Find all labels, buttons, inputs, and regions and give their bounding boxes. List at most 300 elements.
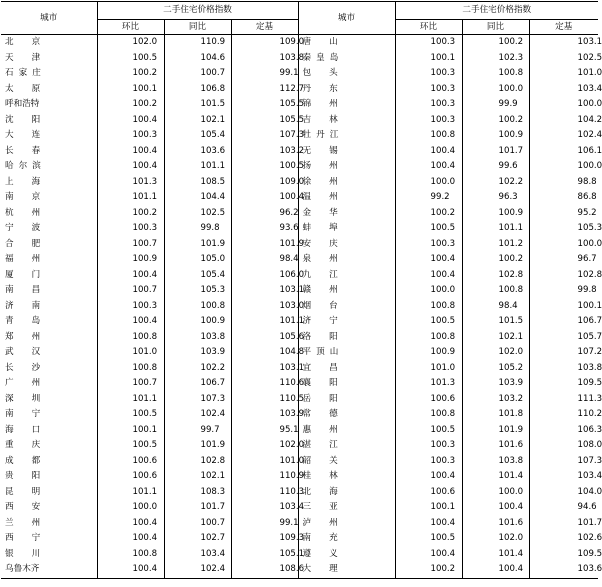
right-base-value: 100.0 bbox=[577, 99, 602, 110]
right-city-name: 无锡 bbox=[302, 145, 356, 156]
table-header bbox=[1, 2, 598, 35]
right-base-value: 102.8 bbox=[577, 269, 602, 280]
left-base-value: 103.2 bbox=[231, 144, 298, 160]
left-city-cell bbox=[1, 66, 97, 82]
left-city-cell bbox=[1, 237, 97, 253]
left-mom-value: 100.7 bbox=[97, 376, 164, 392]
left-city-cell bbox=[1, 51, 97, 67]
right-city-name: 北海 bbox=[302, 486, 356, 497]
left-yoy-value: 102.7 bbox=[164, 531, 231, 547]
left-mom-value: 100.4 bbox=[97, 113, 164, 129]
left-city-cell bbox=[1, 144, 97, 160]
right-base-value: 102.4 bbox=[577, 130, 602, 141]
right-yoy-value: 103.2 bbox=[462, 392, 529, 408]
header-yoy-right: 同比 bbox=[462, 20, 529, 35]
left-mom-value: 100.6 bbox=[97, 454, 164, 470]
left-mom-value: 101.0 bbox=[97, 345, 164, 361]
left-yoy-value: 103.6 bbox=[164, 144, 231, 160]
left-city-name: 石家庄 bbox=[5, 68, 46, 79]
right-base-value: 110.2 bbox=[577, 409, 602, 420]
right-yoy-value: 101.2 bbox=[462, 237, 529, 253]
right-city-name: 丹东 bbox=[302, 83, 356, 94]
left-mom-value: 101.1 bbox=[97, 392, 164, 408]
right-yoy-value: 100.9 bbox=[462, 128, 529, 144]
right-city-cell bbox=[298, 314, 395, 330]
left-city-name: 南宁 bbox=[5, 409, 59, 420]
left-yoy-value: 103.8 bbox=[164, 330, 231, 346]
table-row bbox=[1, 531, 598, 547]
left-city-name: 郑州 bbox=[5, 331, 59, 342]
right-base-value: 100.0 bbox=[577, 161, 602, 172]
right-city-name: 济宁 bbox=[302, 316, 356, 327]
left-mom-value: 100.4 bbox=[97, 144, 164, 160]
header-mom-right: 环比 bbox=[395, 20, 462, 35]
left-yoy-value: 106.8 bbox=[164, 82, 231, 98]
left-city-name: 大连 bbox=[5, 130, 59, 141]
table-row bbox=[1, 361, 598, 377]
left-yoy-value: 102.1 bbox=[164, 113, 231, 129]
right-mom-value: 100.4 bbox=[395, 159, 462, 175]
right-city-name: 平顶山 bbox=[302, 347, 344, 358]
header-city-left: 城市 bbox=[1, 2, 97, 35]
left-city-cell bbox=[1, 268, 97, 284]
right-yoy-value: 101.6 bbox=[462, 438, 529, 454]
right-mom-value: 100.1 bbox=[395, 500, 462, 516]
left-mom-value: 100.7 bbox=[97, 283, 164, 299]
right-city-cell bbox=[298, 237, 395, 253]
left-city-name: 济南 bbox=[5, 300, 59, 311]
left-base-value: 96.2 bbox=[231, 206, 298, 222]
left-yoy-value: 110.9 bbox=[164, 35, 231, 51]
right-yoy-value: 101.9 bbox=[462, 423, 529, 439]
left-yoy-value: 108.5 bbox=[164, 175, 231, 191]
right-yoy-value: 101.4 bbox=[462, 547, 529, 563]
left-city-name: 贵阳 bbox=[5, 471, 59, 482]
right-yoy-value: 101.6 bbox=[462, 516, 529, 532]
table-row bbox=[1, 438, 598, 454]
right-yoy-value: 100.4 bbox=[462, 500, 529, 516]
left-city-name: 银川 bbox=[5, 548, 59, 559]
right-base-value: 98.8 bbox=[577, 176, 597, 187]
right-city-cell bbox=[298, 485, 395, 501]
left-city-name: 厦门 bbox=[5, 269, 59, 280]
right-city-cell bbox=[298, 469, 395, 485]
left-city-name: 长春 bbox=[5, 145, 59, 156]
right-base-value: 103.4 bbox=[577, 471, 602, 482]
header-mom-left: 环比 bbox=[97, 20, 164, 35]
right-city-name: 常德 bbox=[302, 409, 356, 420]
left-base-value: 103.4 bbox=[231, 500, 298, 516]
right-yoy-value: 96.3 bbox=[462, 190, 529, 206]
left-base-value: 110.9 bbox=[231, 469, 298, 485]
right-base-value: 100.1 bbox=[577, 300, 602, 311]
left-city-cell bbox=[1, 97, 97, 113]
left-yoy-value: 100.7 bbox=[164, 66, 231, 82]
right-city-name: 洛阳 bbox=[302, 331, 356, 342]
left-base-value: 95.1 bbox=[231, 423, 298, 439]
right-city-name: 韶关 bbox=[302, 455, 356, 466]
left-city-cell bbox=[1, 82, 97, 98]
right-yoy-value: 102.0 bbox=[462, 345, 529, 361]
right-mom-value: 100.4 bbox=[395, 268, 462, 284]
right-city-name: 惠州 bbox=[302, 424, 356, 435]
table-row bbox=[1, 82, 598, 98]
right-base-value: 109.5 bbox=[577, 378, 602, 389]
table-row bbox=[1, 392, 598, 408]
right-city-cell bbox=[298, 252, 395, 268]
table-row bbox=[1, 144, 598, 160]
right-city-name: 岳阳 bbox=[302, 393, 356, 404]
right-yoy-value: 100.8 bbox=[462, 66, 529, 82]
left-mom-value: 100.1 bbox=[97, 423, 164, 439]
right-base-value: 103.6 bbox=[577, 564, 602, 575]
left-city-name: 宁波 bbox=[5, 223, 59, 234]
right-city-cell bbox=[298, 221, 395, 237]
left-mom-value: 100.5 bbox=[97, 438, 164, 454]
right-mom-value: 100.4 bbox=[395, 144, 462, 160]
right-city-name: 金华 bbox=[302, 207, 356, 218]
left-city-cell bbox=[1, 376, 97, 392]
left-mom-value: 100.5 bbox=[97, 407, 164, 423]
left-base-value: 99.1 bbox=[231, 516, 298, 532]
right-yoy-value: 98.4 bbox=[462, 299, 529, 315]
table-row bbox=[1, 97, 598, 113]
right-yoy-value: 102.8 bbox=[462, 268, 529, 284]
left-city-name: 杭州 bbox=[5, 207, 59, 218]
left-yoy-value: 102.5 bbox=[164, 206, 231, 222]
left-yoy-value: 99.7 bbox=[164, 423, 231, 439]
left-base-value: 108.6 bbox=[231, 562, 298, 578]
right-yoy-value: 101.1 bbox=[462, 221, 529, 237]
left-yoy-value: 102.8 bbox=[164, 454, 231, 470]
left-yoy-value: 100.9 bbox=[164, 314, 231, 330]
right-base-value: 107.3 bbox=[577, 455, 602, 466]
right-city-cell bbox=[298, 159, 395, 175]
right-city-cell bbox=[298, 268, 395, 284]
left-base-value: 100.4 bbox=[231, 190, 298, 206]
left-city-name: 西宁 bbox=[5, 533, 59, 544]
right-yoy-value: 100.8 bbox=[462, 283, 529, 299]
right-mom-value: 100.6 bbox=[395, 485, 462, 501]
right-city-name: 包头 bbox=[302, 68, 356, 79]
left-base-value: 107.3 bbox=[231, 128, 298, 144]
left-city-cell bbox=[1, 531, 97, 547]
right-city-cell bbox=[298, 283, 395, 299]
right-city-name: 温州 bbox=[302, 192, 356, 203]
left-city-name: 乌鲁木齐 bbox=[5, 564, 40, 575]
right-city-cell bbox=[298, 516, 395, 532]
left-city-cell bbox=[1, 330, 97, 346]
right-city-cell bbox=[298, 82, 395, 98]
left-city-cell bbox=[1, 252, 97, 268]
right-base-value: 102.5 bbox=[577, 52, 602, 63]
left-yoy-value: 101.9 bbox=[164, 237, 231, 253]
right-city-name: 扬州 bbox=[302, 161, 356, 172]
left-city-cell bbox=[1, 485, 97, 501]
right-yoy-value: 102.0 bbox=[462, 531, 529, 547]
left-base-value: 110.5 bbox=[231, 392, 298, 408]
right-mom-value: 100.4 bbox=[395, 516, 462, 532]
right-yoy-value: 100.9 bbox=[462, 206, 529, 222]
right-mom-value: 100.4 bbox=[395, 252, 462, 268]
left-mom-value: 100.3 bbox=[97, 128, 164, 144]
right-city-name: 泸州 bbox=[302, 517, 356, 528]
left-city-name: 兰州 bbox=[5, 517, 59, 528]
right-mom-value: 100.9 bbox=[395, 345, 462, 361]
header-city-right: 城市 bbox=[298, 2, 395, 35]
right-city-cell bbox=[298, 66, 395, 82]
left-city-name: 南京 bbox=[5, 192, 59, 203]
right-base-value: 100.0 bbox=[577, 238, 602, 249]
table-row bbox=[1, 190, 598, 206]
left-base-value: 103.0 bbox=[231, 299, 298, 315]
right-city-name: 烟台 bbox=[302, 300, 356, 311]
right-base-value: 107.2 bbox=[577, 347, 602, 358]
table-row bbox=[1, 376, 598, 392]
right-mom-value: 100.5 bbox=[395, 531, 462, 547]
right-city-cell bbox=[298, 206, 395, 222]
table-row bbox=[1, 175, 598, 191]
table-row bbox=[1, 268, 598, 284]
left-yoy-value: 102.1 bbox=[164, 469, 231, 485]
left-mom-value: 100.4 bbox=[97, 516, 164, 532]
right-yoy-value: 99.9 bbox=[462, 97, 529, 113]
right-city-cell bbox=[298, 423, 395, 439]
right-yoy-value: 100.2 bbox=[462, 113, 529, 129]
right-city-name: 唐山 bbox=[302, 37, 356, 48]
right-base-value: 101.7 bbox=[577, 517, 602, 528]
right-mom-value: 100.5 bbox=[395, 221, 462, 237]
left-yoy-value: 101.9 bbox=[164, 438, 231, 454]
right-city-cell bbox=[298, 299, 395, 315]
left-base-value: 105.6 bbox=[231, 330, 298, 346]
right-mom-value: 100.8 bbox=[395, 330, 462, 346]
table-row bbox=[1, 516, 598, 532]
left-mom-value: 100.4 bbox=[97, 562, 164, 578]
right-city-cell bbox=[298, 562, 395, 578]
left-city-name: 成都 bbox=[5, 455, 59, 466]
left-city-cell bbox=[1, 469, 97, 485]
left-city-name: 海口 bbox=[5, 424, 59, 435]
left-mom-value: 101.1 bbox=[97, 190, 164, 206]
left-city-cell bbox=[1, 113, 97, 129]
right-mom-value: 101.0 bbox=[395, 361, 462, 377]
table-row bbox=[1, 35, 598, 51]
right-mom-value: 100.8 bbox=[395, 299, 462, 315]
left-base-value: 110.6 bbox=[231, 376, 298, 392]
right-city-cell bbox=[298, 547, 395, 563]
left-city-cell bbox=[1, 516, 97, 532]
right-base-value: 105.7 bbox=[577, 331, 602, 342]
right-city-cell bbox=[298, 376, 395, 392]
left-yoy-value: 102.2 bbox=[164, 361, 231, 377]
header-base-left: 定基 bbox=[231, 20, 298, 35]
left-base-value: 98.4 bbox=[231, 252, 298, 268]
left-base-value: 112.7 bbox=[231, 82, 298, 98]
right-yoy-value: 101.4 bbox=[462, 469, 529, 485]
left-city-cell bbox=[1, 547, 97, 563]
right-city-name: 蚌埠 bbox=[302, 223, 356, 234]
price-index-table-container bbox=[1, 1, 602, 579]
right-city-cell bbox=[298, 175, 395, 191]
left-base-value: 105.5 bbox=[231, 113, 298, 129]
table-row bbox=[1, 159, 598, 175]
right-city-name: 秦皇岛 bbox=[302, 52, 344, 63]
right-yoy-value: 101.8 bbox=[462, 407, 529, 423]
right-base-value: 102.6 bbox=[577, 533, 602, 544]
table-row bbox=[1, 469, 598, 485]
right-city-cell bbox=[298, 500, 395, 516]
left-city-cell bbox=[1, 562, 97, 578]
right-base-value: 109.5 bbox=[577, 548, 602, 559]
right-mom-value: 101.3 bbox=[395, 376, 462, 392]
left-city-name: 沈阳 bbox=[5, 114, 59, 125]
left-yoy-value: 103.9 bbox=[164, 345, 231, 361]
right-city-cell bbox=[298, 190, 395, 206]
right-city-name: 锦州 bbox=[302, 99, 356, 110]
left-yoy-value: 100.7 bbox=[164, 516, 231, 532]
left-city-cell bbox=[1, 361, 97, 377]
right-city-name: 遵义 bbox=[302, 548, 356, 559]
left-mom-value: 100.4 bbox=[97, 531, 164, 547]
right-city-cell bbox=[298, 438, 395, 454]
left-city-cell bbox=[1, 438, 97, 454]
right-mom-value: 100.4 bbox=[395, 469, 462, 485]
left-city-cell bbox=[1, 35, 97, 51]
right-mom-value: 100.4 bbox=[395, 547, 462, 563]
right-base-value: 106.3 bbox=[577, 424, 602, 435]
left-yoy-value: 103.4 bbox=[164, 547, 231, 563]
right-mom-value: 99.2 bbox=[395, 190, 462, 206]
header-group-left: 二手住宅价格指数 bbox=[97, 2, 298, 20]
left-mom-value: 100.9 bbox=[97, 252, 164, 268]
right-mom-value: 100.3 bbox=[395, 97, 462, 113]
left-mom-value: 101.3 bbox=[97, 175, 164, 191]
left-city-cell bbox=[1, 500, 97, 516]
left-base-value: 106.0 bbox=[231, 268, 298, 284]
left-base-value: 109.0 bbox=[231, 175, 298, 191]
left-yoy-value: 100.8 bbox=[164, 299, 231, 315]
right-city-name: 宜昌 bbox=[302, 362, 356, 373]
left-base-value: 101.1 bbox=[231, 314, 298, 330]
left-base-value: 100.5 bbox=[231, 159, 298, 175]
right-mom-value: 100.3 bbox=[395, 438, 462, 454]
left-city-name: 合肥 bbox=[5, 238, 59, 249]
right-mom-value: 100.0 bbox=[395, 283, 462, 299]
left-mom-value: 100.2 bbox=[97, 206, 164, 222]
left-city-name: 北京 bbox=[5, 37, 59, 48]
left-city-cell bbox=[1, 454, 97, 470]
left-yoy-value: 104.4 bbox=[164, 190, 231, 206]
left-city-cell bbox=[1, 345, 97, 361]
left-city-cell bbox=[1, 392, 97, 408]
left-base-value: 103.9 bbox=[231, 407, 298, 423]
table-row bbox=[1, 485, 598, 501]
right-mom-value: 100.8 bbox=[395, 128, 462, 144]
left-yoy-value: 106.7 bbox=[164, 376, 231, 392]
right-city-cell bbox=[298, 113, 395, 129]
right-mom-value: 100.8 bbox=[395, 407, 462, 423]
right-mom-value: 100.2 bbox=[395, 562, 462, 578]
left-city-name: 天津 bbox=[5, 52, 59, 63]
right-mom-value: 100.6 bbox=[395, 392, 462, 408]
right-base-value: 103.4 bbox=[577, 83, 602, 94]
right-yoy-value: 103.8 bbox=[462, 454, 529, 470]
left-mom-value: 100.7 bbox=[97, 237, 164, 253]
left-city-cell bbox=[1, 159, 97, 175]
right-base-value: 96.7 bbox=[577, 254, 597, 265]
right-mom-value: 100.3 bbox=[395, 82, 462, 98]
right-city-cell bbox=[298, 97, 395, 113]
right-city-name: 泉州 bbox=[302, 254, 356, 265]
right-city-cell bbox=[298, 454, 395, 470]
left-city-name: 重庆 bbox=[5, 440, 59, 451]
right-city-name: 赣州 bbox=[302, 285, 356, 296]
right-base-value: 105.3 bbox=[577, 223, 602, 234]
left-base-value: 99.1 bbox=[231, 66, 298, 82]
left-city-cell bbox=[1, 423, 97, 439]
left-city-cell bbox=[1, 283, 97, 299]
left-yoy-value: 101.7 bbox=[164, 500, 231, 516]
header-base-right: 定基 bbox=[529, 20, 598, 35]
left-city-cell bbox=[1, 314, 97, 330]
right-base-value: 103.8 bbox=[577, 362, 602, 373]
table-row bbox=[1, 407, 598, 423]
right-base-value: 94.6 bbox=[577, 502, 597, 513]
table-row bbox=[1, 314, 598, 330]
right-yoy-value: 99.6 bbox=[462, 159, 529, 175]
left-yoy-value: 104.6 bbox=[164, 51, 231, 67]
left-yoy-value: 107.3 bbox=[164, 392, 231, 408]
table-row bbox=[1, 237, 598, 253]
right-mom-value: 100.3 bbox=[395, 113, 462, 129]
left-city-cell bbox=[1, 190, 97, 206]
table-row bbox=[1, 500, 598, 516]
left-yoy-value: 102.4 bbox=[164, 407, 231, 423]
left-base-value: 101.0 bbox=[231, 454, 298, 470]
left-mom-value: 100.5 bbox=[97, 51, 164, 67]
right-base-value: 95.2 bbox=[577, 207, 597, 218]
left-yoy-value: 105.4 bbox=[164, 128, 231, 144]
left-mom-value: 100.0 bbox=[97, 500, 164, 516]
right-city-cell bbox=[298, 392, 395, 408]
right-yoy-value: 100.2 bbox=[462, 35, 529, 51]
right-yoy-value: 103.9 bbox=[462, 376, 529, 392]
left-base-value: 102.0 bbox=[231, 438, 298, 454]
left-base-value: 103.1 bbox=[231, 361, 298, 377]
right-mom-value: 100.1 bbox=[395, 51, 462, 67]
right-yoy-value: 101.5 bbox=[462, 314, 529, 330]
left-city-name: 西安 bbox=[5, 502, 59, 513]
right-city-name: 大理 bbox=[302, 564, 356, 575]
left-city-cell bbox=[1, 206, 97, 222]
left-base-value: 110.3 bbox=[231, 485, 298, 501]
right-mom-value: 100.3 bbox=[395, 35, 462, 51]
table-row bbox=[1, 562, 598, 578]
right-yoy-value: 100.4 bbox=[462, 562, 529, 578]
left-base-value: 101.9 bbox=[231, 237, 298, 253]
left-mom-value: 100.4 bbox=[97, 314, 164, 330]
right-mom-value: 100.5 bbox=[395, 314, 462, 330]
header-yoy-left: 同比 bbox=[164, 20, 231, 35]
right-base-value: 106.1 bbox=[577, 145, 602, 156]
left-city-name: 南昌 bbox=[5, 285, 59, 296]
right-city-name: 牡丹江 bbox=[302, 130, 344, 141]
left-yoy-value: 101.1 bbox=[164, 159, 231, 175]
left-base-value: 109.0 bbox=[231, 35, 298, 51]
left-yoy-value: 99.8 bbox=[164, 221, 231, 237]
left-base-value: 104.8 bbox=[231, 345, 298, 361]
